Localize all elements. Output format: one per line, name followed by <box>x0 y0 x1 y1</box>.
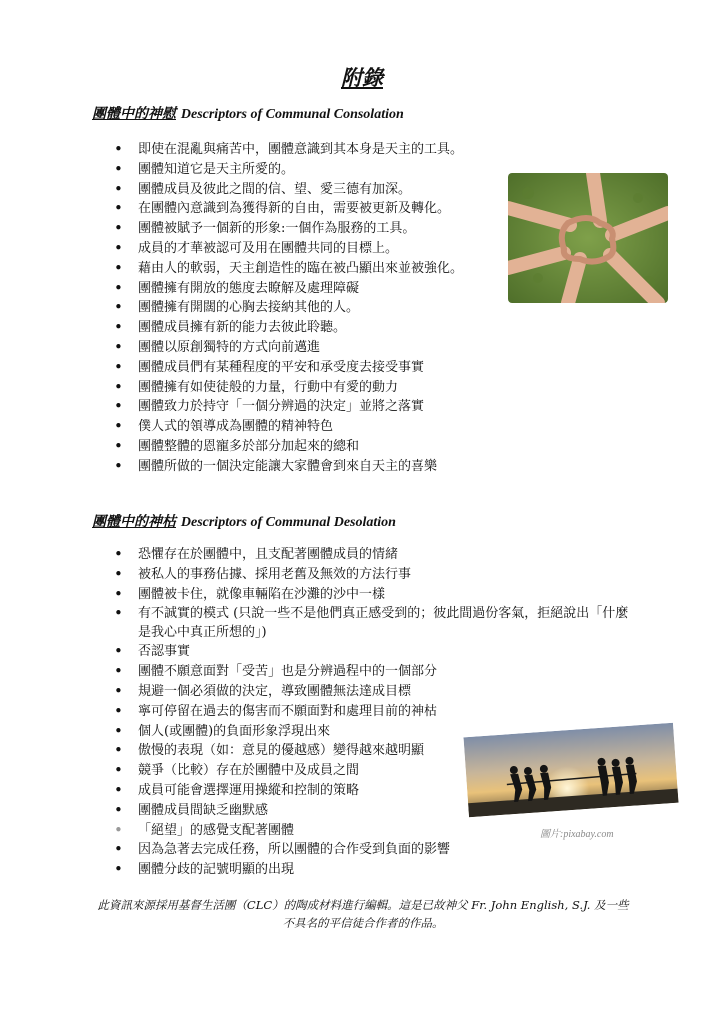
list-item: • 僕人式的領導成為團體的精神特色 <box>100 417 463 437</box>
list-item: • 因為急著去完成任務，所以團體的合作受到負面的影響 <box>100 840 638 860</box>
hands-circle-photo <box>508 173 668 303</box>
consolation-heading <box>92 103 404 123</box>
list-item: • 傲慢的表現（如：意見的優越感）變得越來越明顯 <box>100 741 638 761</box>
list-item: • 團體成員擁有新的能力去彼此聆聽。 <box>100 318 463 338</box>
list-item: • 團體不願意面對「受苦」也是分辨過程中的一個部分 <box>100 662 638 682</box>
list-item: • 團體被賦予一個新的形象:一個作為服務的工具。 <box>100 219 463 239</box>
list-item: • 團體成員間缺乏幽默感 <box>100 801 638 821</box>
photo-credit: 圖片:pixabay.com <box>540 829 614 840</box>
list-item: • 團體擁有開闊的心胸去接納其他的人。 <box>100 298 463 318</box>
list-item: • 成員的才華被認可及用在團體共同的目標上。 <box>100 239 463 259</box>
list-item: • 團體知道它是天主所愛的。 <box>100 160 463 180</box>
list-item: • 團體成員及彼此之間的信、望、愛三德有加深。 <box>100 180 463 200</box>
desolation-heading-en: Descriptors of Communal Desolation <box>180 515 396 530</box>
list-item: • 「絕望」的感覺支配著團體 <box>100 821 638 841</box>
consolation-list <box>100 140 463 477</box>
consolation-heading-en: Descriptors of Communal Consolation <box>180 107 404 122</box>
tug-of-war-photo <box>463 723 678 817</box>
list-item: • 恐懼存在於團體中，且支配著團體成員的情緒 <box>100 545 638 565</box>
list-item: • 被私人的事務佔據、採用老舊及無效的方法行事 <box>100 565 638 585</box>
list-item: • 在團體內意識到為獲得新的自由，需要被更新及轉化。 <box>100 199 463 219</box>
list-item: • 競爭（比較）存在於團體中及成員之間 <box>100 761 638 781</box>
list-item: • 團體成員們有某種程度的平安和承受度去接受事實 <box>100 358 463 378</box>
desolation-heading-zh: 團體中的神枯 <box>92 514 176 530</box>
list-item: • 否認事實 <box>100 642 638 662</box>
footer-note <box>90 896 636 932</box>
list-item: • 即使在混亂與痛苦中，團體意識到其本身是天主的工具。 <box>100 140 463 160</box>
list-item: • 團體整體的恩寵多於部分加起來的總和 <box>100 437 463 457</box>
list-item: • 有不誠實的模式 (只說一些不是他們真正感受到的；彼此間過份客氣，拒絕說出「什麼是我心中真正所想的」) <box>100 604 638 642</box>
list-item: • 藉由人的軟弱，天主創造性的臨在被凸顯出來並被強化。 <box>100 259 463 279</box>
list-item: • 團體以原創獨特的方式向前邁進 <box>100 338 463 358</box>
consolation-heading-zh: 團體中的神慰 <box>92 106 176 122</box>
footer-line-1: 此資訊來源採用基督生活團（CLC）的陶成材料進行編輯。這是已故神父 Fr. John English, S.J. 及一些 <box>97 898 629 912</box>
footer-line-2: 不具名的平信徒合作者的作品。 <box>282 916 444 930</box>
list-item: • 寧可停留在過去的傷害而不願面對和處理目前的神枯 <box>100 702 638 722</box>
list-item: • 成員可能會選擇運用操縱和控制的策略 <box>100 781 638 801</box>
page-title: 附錄 <box>341 65 383 90</box>
list-item: • 個人(或團體)的負面形象浮現出來 <box>100 722 638 742</box>
list-item: • 團體擁有如使徒般的力量，行動中有愛的動力 <box>100 378 463 398</box>
list-item: • 團體分歧的記號明顯的出現 <box>100 860 638 880</box>
list-item: • 團體被卡住，就像車輛陷在沙灘的沙中一樣 <box>100 585 638 605</box>
list-item: • 規避一個必須做的決定，導致團體無法達成目標 <box>100 682 638 702</box>
desolation-heading <box>92 511 396 531</box>
list-item: • 團體致力於持守「一個分辨過的決定」並將之落實 <box>100 397 463 417</box>
list-item: • 團體所做的一個決定能讓大家體會到來自天主的喜樂 <box>100 457 463 477</box>
list-item: • 團體擁有開放的態度去瞭解及處理障礙 <box>100 279 463 299</box>
